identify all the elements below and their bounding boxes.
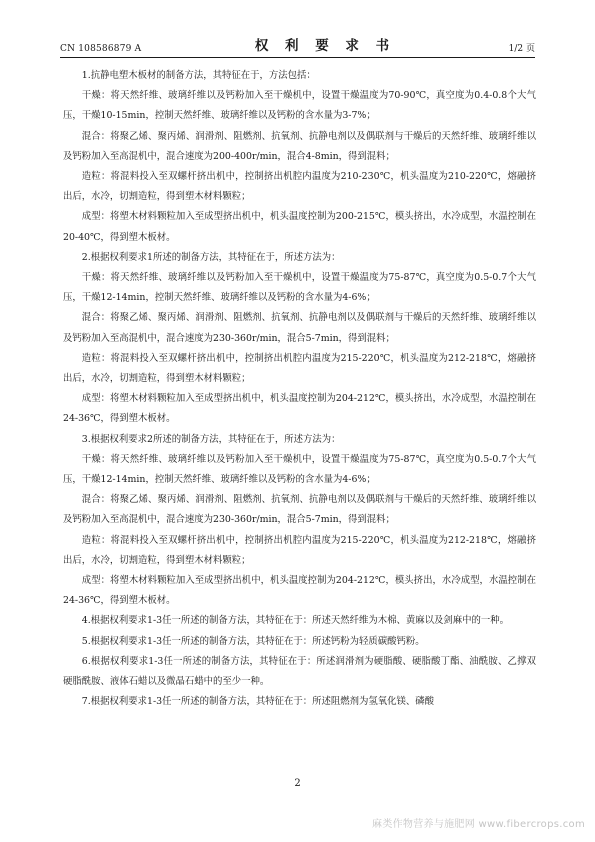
claim-paragraph: 3.根据权利要求2所述的制备方法，其特征在于，所述方法为： (81, 433, 341, 445)
claim-paragraph: 干燥：将天然纤维、玻璃纤维以及钙粉加入至干燥机中，设置干燥温度为75-87℃，真空度为0.5-0.7个大气压，干燥12-14min，控制天然纤维、玻璃纤维以及钙粉的含水量为4-6%； (63, 272, 536, 304)
claim-paragraph: 1.抗静电塑木板材的制备方法，其特征在于，方法包括： (81, 70, 316, 81)
claim-paragraph: 4.根据权利要求1-3任一所述的制备方法，其特征在于：所述天然纤维为木棉、黄麻以及剑麻中的一种。 (81, 615, 509, 627)
claim-paragraph: 造粒：将混料投入至双螺杆挤出机中，控制挤出机腔内温度为215-220℃，机头温度为212-218℃，熔融挤出后，水冷，切割造粒，得到塑木材料颗粒； (63, 352, 536, 385)
claims-body (63, 66, 536, 713)
claim-paragraph: 5.根据权利要求1-3任一所述的制备方法，其特征在于：所述钙粉为轻质碳酸钙粉。 (81, 635, 425, 647)
claim-paragraph: 干燥：将天然纤维、玻璃纤维以及钙粉加入至干燥机中，设置干燥温度为70-90℃，真空度为0.4-0.8个大气压，干燥10-15min，控制天然纤维、玻璃纤维以及钙粉的含水量为3-7%； (63, 90, 536, 122)
document-title: 权 利 要 求 书 (254, 38, 396, 54)
site-watermark: 麻类作物营养与施肥网 www.fibercrops.com (372, 819, 585, 830)
claim-paragraph: 混合：将聚乙烯、聚丙烯、润滑剂、阻燃剂、抗氧剂、抗静电剂以及偶联剂与干燥后的天然纤维、玻璃纤维以及钙粉加入至高混机中，混合速度为230-360r/min，混合5-7min，得到混料； (63, 312, 536, 344)
claim-paragraph: 成型：将塑木材料颗粒加入至成型挤出机中，机头温度控制为204-212℃，模头挤出，水冷成型，水温控制在24-36℃，得到塑木板材。 (63, 575, 536, 607)
claim-paragraph: 成型：将塑木材料颗粒加入至成型挤出机中，机头温度控制为204-212℃，模头挤出，水冷成型，水温控制在24-36℃，得到塑木板材。 (63, 393, 536, 425)
claim-paragraph: 造粒：将混料投入至双螺杆挤出机中，控制挤出机腔内温度为210-230℃，机头温度为210-220℃，熔融挤出后，水冷，切割造粒，得到塑木材料颗粒； (63, 171, 536, 203)
page-header (60, 34, 535, 58)
claim-paragraph: 6.根据权利要求1-3任一所述的制备方法，其特征在于：所述润滑剂为硬脂酸、硬脂酸丁酯、油酰胺、乙撑双硬脂酰胺、液体石蜡以及微晶石蜡中的至少一种。 (63, 655, 536, 688)
page-indicator: 1/2 页 (508, 44, 535, 54)
claim-paragraph: 成型：将塑木材料颗粒加入至成型挤出机中，机头温度控制为200-215℃，模头挤出，水冷成型，水温控制在20-40℃，得到塑木板材。 (63, 211, 536, 243)
claim-paragraph: 2.根据权利要求1所述的制备方法，其特征在于，所述方法为： (81, 251, 341, 263)
claim-paragraph: 混合：将聚乙烯、聚丙烯、润滑剂、阻燃剂、抗氧剂、抗静电剂以及偶联剂与干燥后的天然纤维、玻璃纤维以及钙粉加入至高混机中，混合速度为230-360r/min，混合5-7min，得到混料； (63, 494, 536, 526)
claim-paragraph: 7.根据权利要求1-3任一所述的制备方法，其特征在于：所述阻燃剂为氢氧化镁、磷酸 (81, 696, 434, 708)
claim-paragraph: 混合：将聚乙烯、聚丙烯、润滑剂、阻燃剂、抗氧剂、抗静电剂以及偶联剂与干燥后的天然纤维、玻璃纤维以及钙粉加入至高混机中，混合速度为200-400r/min，混合4-8min，得到混料； (63, 130, 536, 162)
claim-paragraph: 干燥：将天然纤维、玻璃纤维以及钙粉加入至干燥机中，设置干燥温度为75-87℃，真空度为0.5-0.7个大气压，干燥12-14min，控制天然纤维、玻璃纤维以及钙粉的含水量为4-6%； (63, 453, 536, 486)
page-number: 2 (294, 778, 301, 789)
claim-paragraph: 造粒：将混料投入至双螺杆挤出机中，控制挤出机腔内温度为215-220℃，机头温度为212-218℃，熔融挤出后，水冷，切割造粒，得到塑木材料颗粒； (63, 534, 536, 566)
patent-number: CN 108586879 A (60, 44, 142, 54)
